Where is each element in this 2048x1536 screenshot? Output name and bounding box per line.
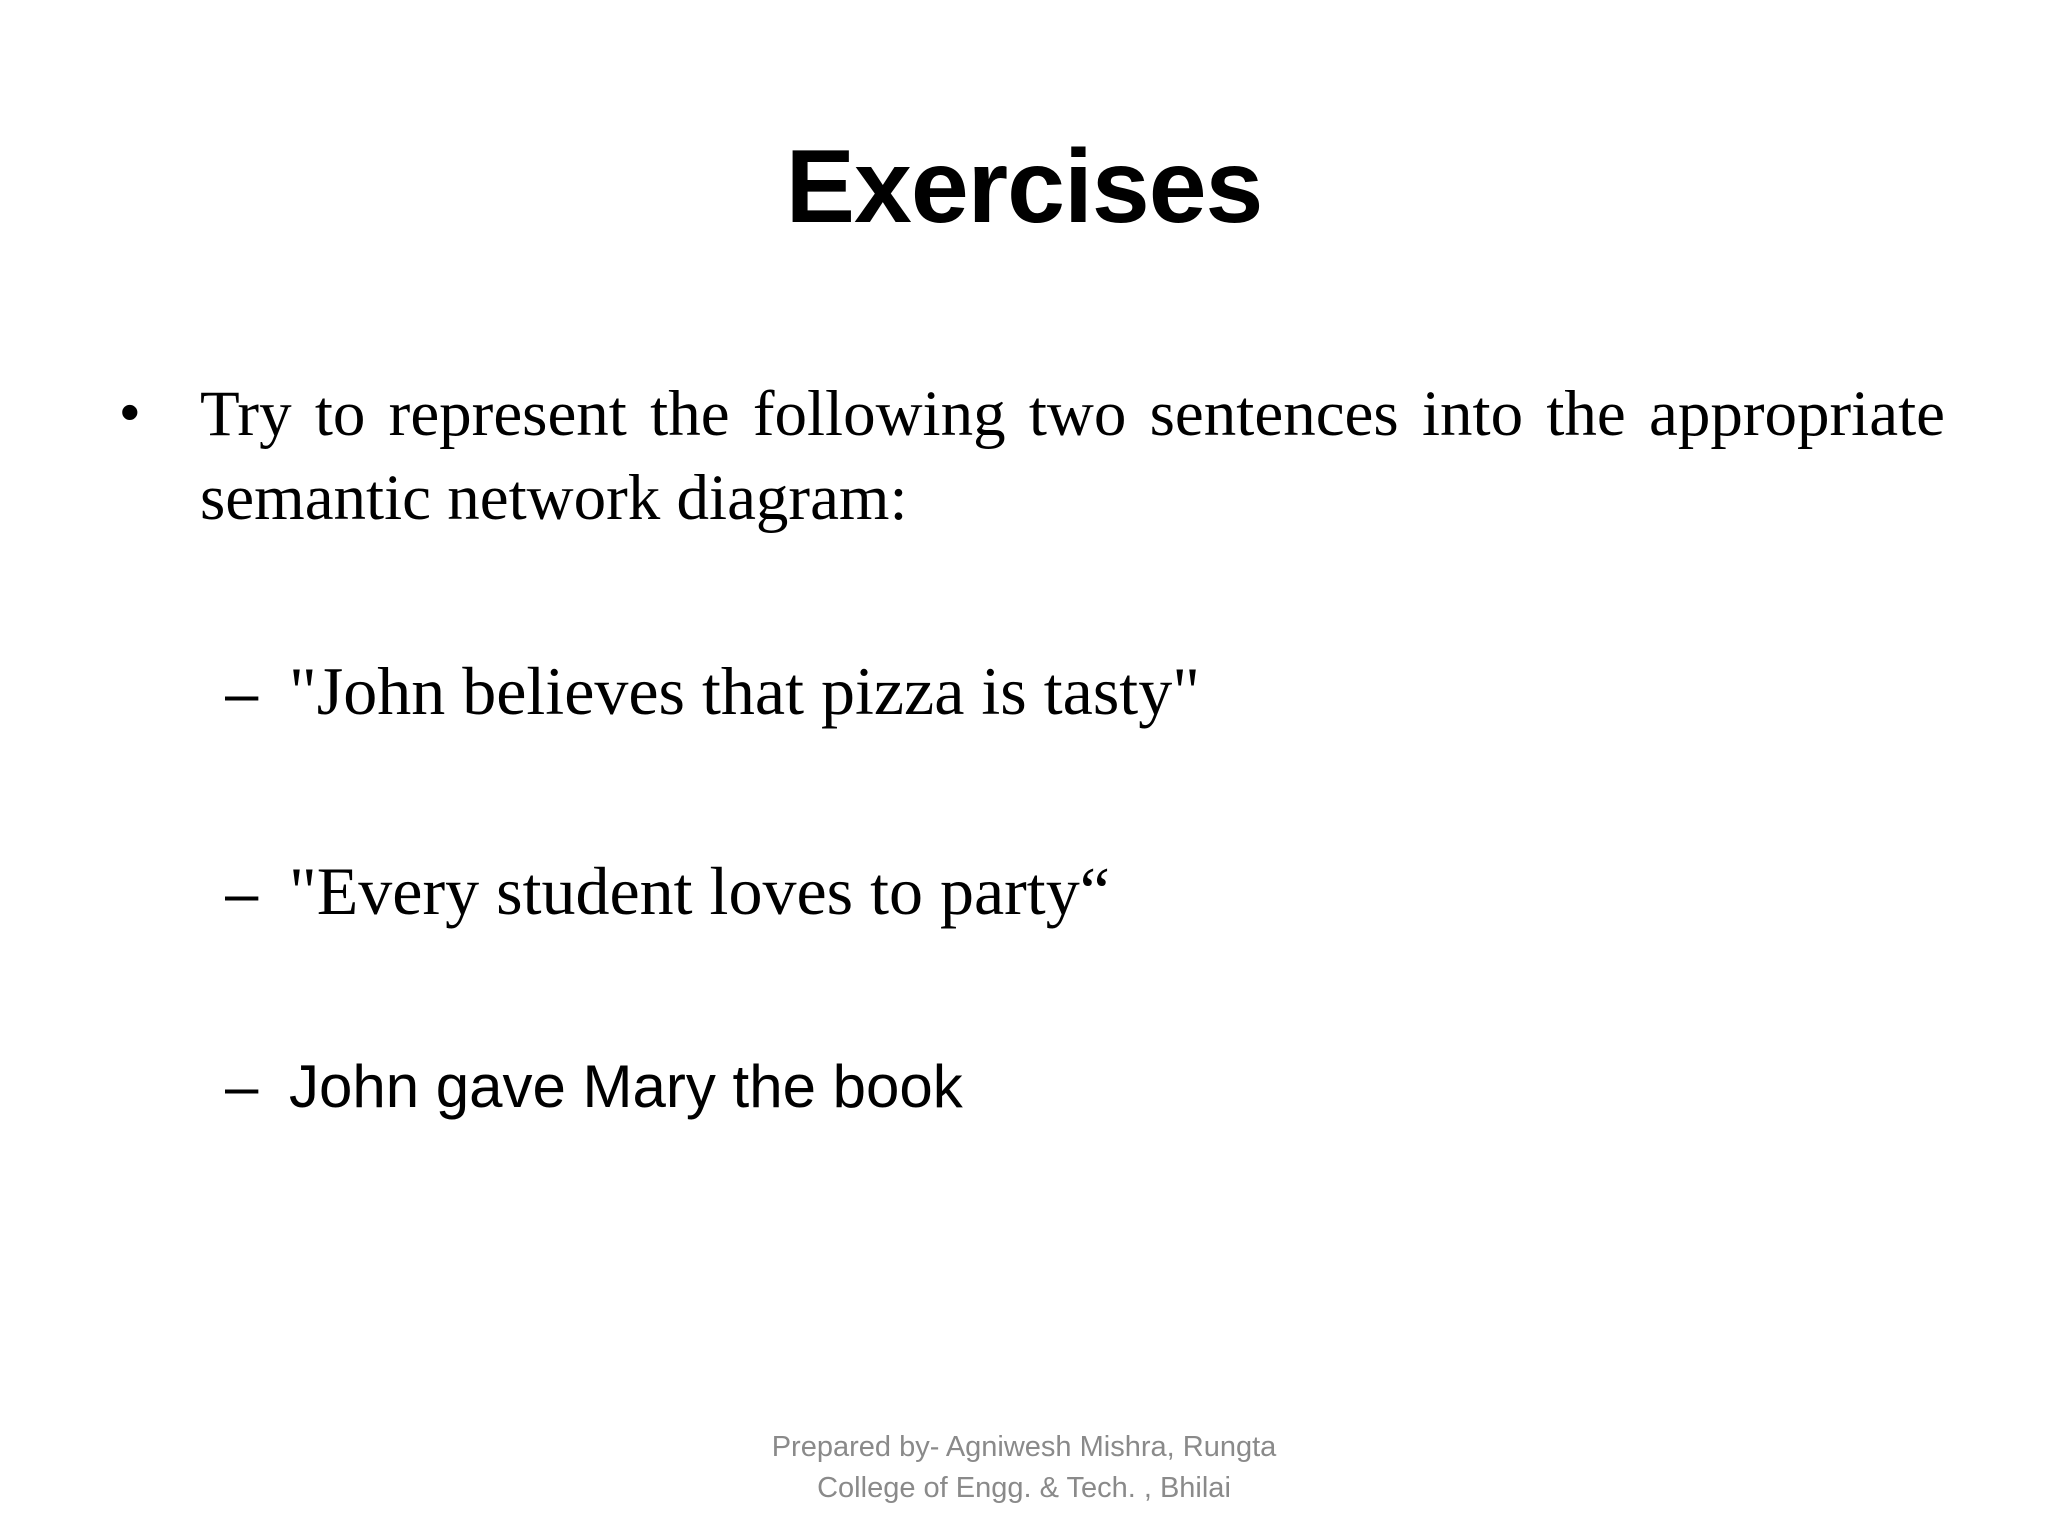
- bullet-marker: •: [120, 380, 140, 443]
- sub-item-3: [225, 1052, 963, 1121]
- footer-line-1: Prepared by- Agniwesh Mishra, Rungta: [771, 1431, 1277, 1463]
- sub-item-text: John gave Mary the book: [289, 1053, 963, 1120]
- sub-item-text: "Every student loves to party“: [289, 853, 1110, 929]
- sub-item-1: [225, 652, 1200, 731]
- sub-item-marker: –: [225, 860, 259, 927]
- bullet-text: Try to represent the following two sentences into the appropriate semantic network diagram:: [200, 378, 1945, 534]
- footer-credit: [0, 1427, 2048, 1509]
- footer-line-2: College of Engg. & Tech. , Bhilai: [817, 1472, 1231, 1504]
- slide-title: Exercises: [785, 129, 1263, 245]
- sub-item-marker: –: [225, 1053, 259, 1120]
- sub-item-marker: –: [225, 660, 259, 727]
- sub-item-2: [225, 852, 1110, 931]
- main-bullet: [120, 372, 1945, 540]
- sub-item-text: "John believes that pizza is tasty": [289, 653, 1200, 729]
